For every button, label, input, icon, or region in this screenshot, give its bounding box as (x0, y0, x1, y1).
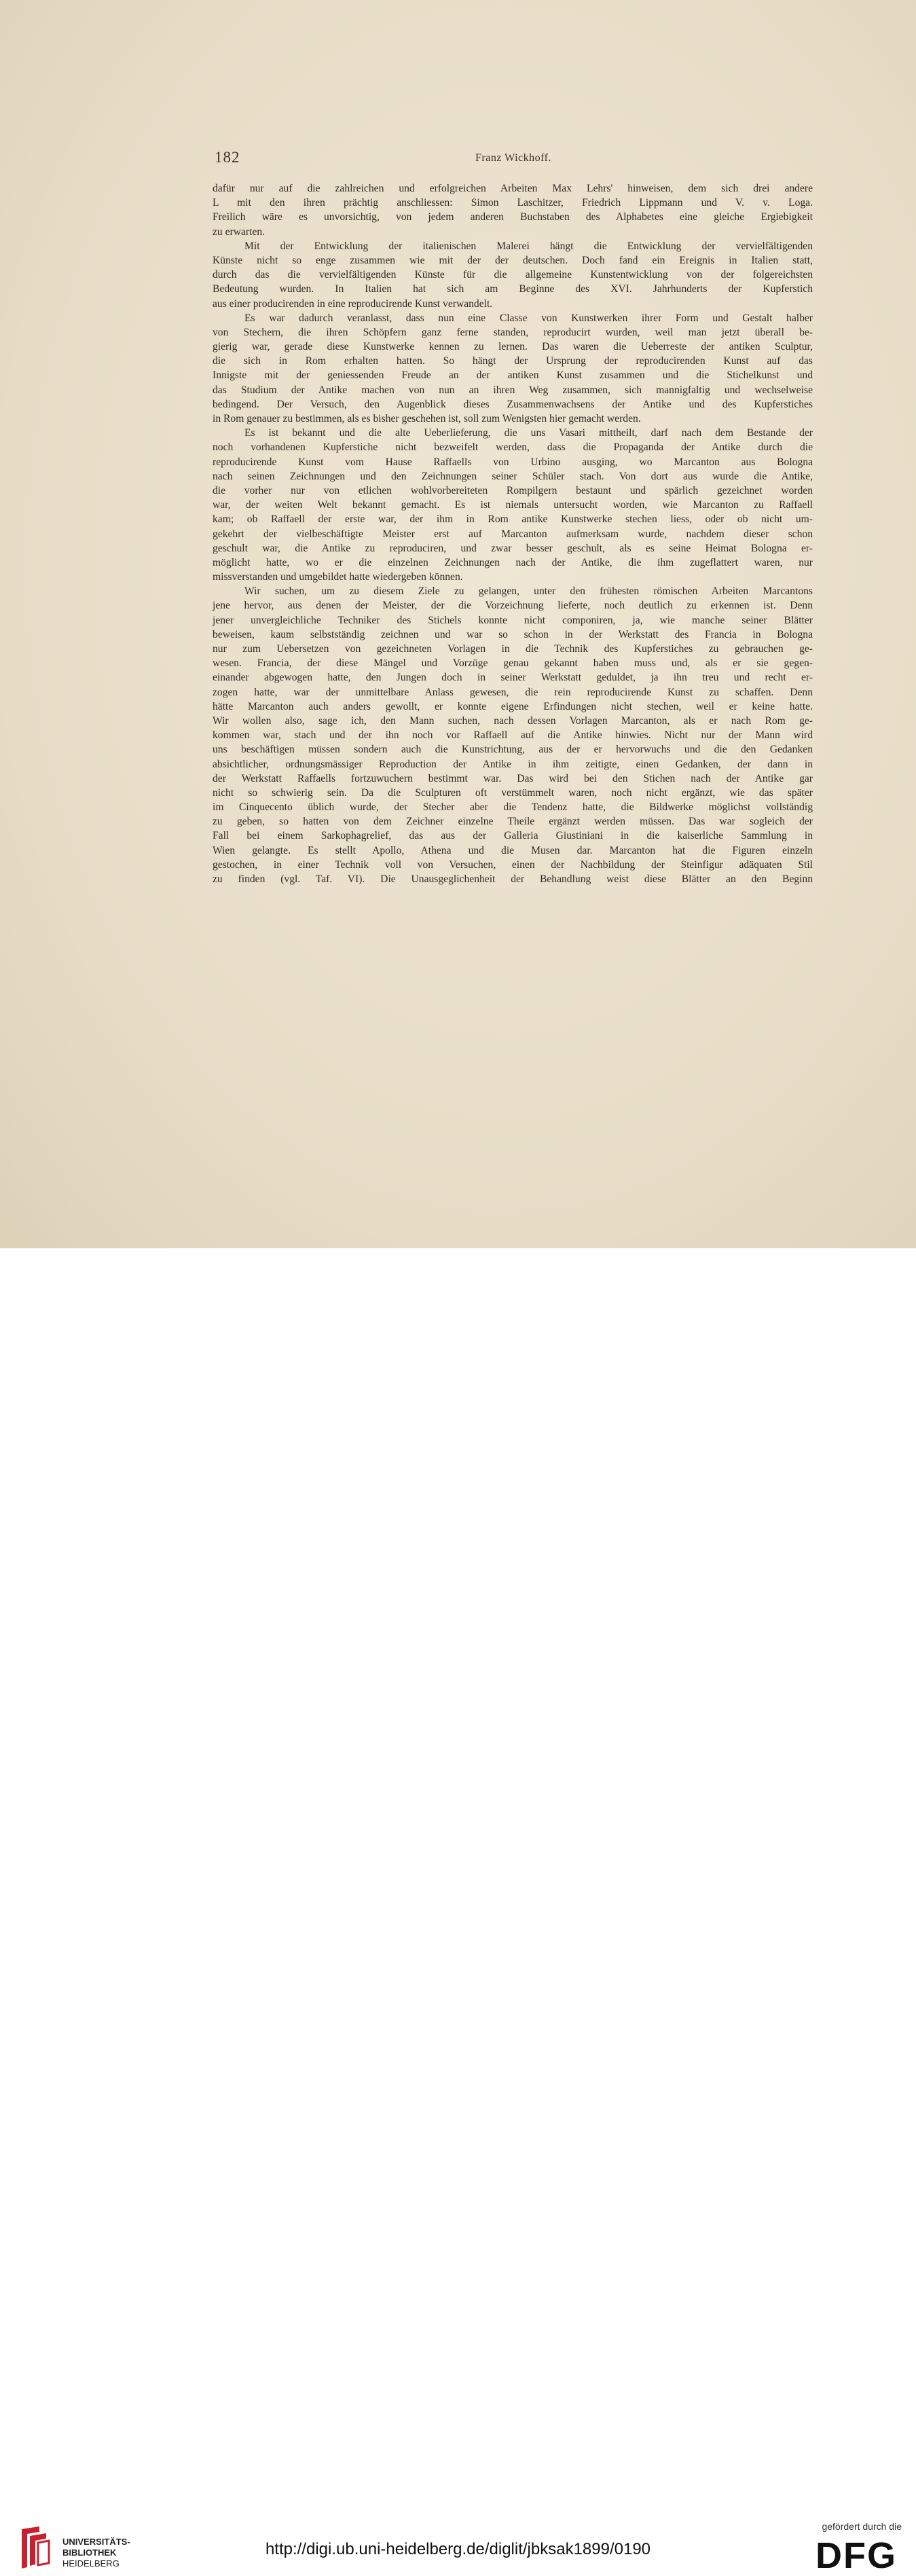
body-text (213, 181, 813, 886)
text-line: geschult war, die Antike zu reproduciren, und zwar besser geschult, als es seine Heimat Bologna er- (213, 542, 813, 554)
text-line: reproducirende Kunst vom Hause Raffaells von Urbino ausging, wo Marcanton aus Bologna (213, 456, 813, 468)
text-line: beweisen, kaum selbstständig zeichnen und war so schon in der Werkstatt des Francia in Bologna (213, 628, 813, 640)
text-line: gierig war, gerade diese Kunstwerke kennen zu lernen. Das waren die Ueberreste der antiken Sculptur, (213, 341, 813, 353)
text-line: das Studium der Antike machen von nun an ihren Weg zusammen, sich mannigfaltig und wechselweise (213, 384, 813, 396)
text-line: durch das die vervielfältigenden Künste für die allgemeine Kunstentwicklung von der folgereichsten (213, 269, 813, 281)
page-header (215, 149, 812, 169)
text-line: noch vorhandenen Kupferstiche nicht bezweifelt werden, dass die Propaganda der Antike durch die (213, 441, 813, 454)
text-line: L mit den ihren prächtig anschliessen: Simon Laschitzer, Friedrich Lippmann und V. v. Loga. (213, 197, 813, 209)
text-line: Es war dadurch veranlasst, dass nun eine Classe von Kunstwerken ihrer Form und Gestalt halber (244, 312, 813, 324)
text-line: zogen hatte, war der unmittelbare Anlass gewesen, die rein reproducirende Kunst zu schaffen. Denn (213, 686, 813, 698)
library-name-line: UNIVERSITÄTS- (62, 2537, 130, 2547)
text-line: Wien gelangte. Es stellt Apollo, Athena und die Musen dar. Marcanton hat die Figuren einzeln (213, 844, 813, 856)
text-line: der Werkstatt Raffaells fortzuwuchern bestimmt war. Das wird bei den Stichen nach der Antike gar (213, 772, 813, 784)
text-line: Innigste mit der geniessenden Freude an der antiken Kunst zusammen und die Stichelkunst und (213, 369, 813, 382)
text-line: kam; ob Raffaell der erste war, der ihm in Rom antike Kunstwerke stechen liess, oder ob nicht um- (213, 513, 813, 526)
running-head: Franz Wickhoff. (475, 152, 551, 164)
text-line: im Cinquecento üblich wurde, der Stecher aber die Tendenz hatte, die Bildwerke möglichst vollständig (213, 801, 813, 814)
text-line: aus einer producirenden in eine reproducirende Kunst verwandelt. (213, 297, 493, 310)
page-number: 182 (215, 149, 240, 166)
text-line: bedingend. Der Versuch, den Augenblick dieses Zusammenwachsens der Antike und des Kupferstiches (213, 398, 813, 410)
funded-by-label: gefördert durch die (822, 2521, 902, 2532)
text-line: von Stechern, die ihren Schöpfern ganz ferne standen, reproducirt wurden, weil man jetzt überall be- (213, 326, 813, 338)
text-line: die sich in Rom erhalten hatten. So hängt der Ursprung der reproducirenden Kunst auf das (213, 355, 813, 367)
text-line: nicht so schwierig sein. Da die Sculpturen oft verstümmelt waren, noch nicht ergänzt, wie das später (213, 786, 813, 799)
text-line: nach seinen Zeichnungen und den Zeichnungen seiner Schüler stach. Von dort aus wurde die Antike, (213, 470, 813, 482)
text-line: Freilich wäre es unvorsichtig, von jedem anderen Buchstaben des Alphabetes eine gleiche Ergiebigkeit (213, 211, 813, 223)
text-line: Es ist bekannt und die alte Ueberlieferung, die uns Vasari mittheilt, darf nach dem Bestande der (244, 427, 813, 439)
dfg-logo: DFG (816, 2535, 897, 2576)
text-line: hätte Marcanton auch anders gewollt, er konnte eigene Erfindungen nicht stechen, weil er keine hatte. (213, 700, 813, 712)
text-line: jener unvergleichliche Techniker des Stichels konnte nicht componiren, ja, wie manche seiner Blätter (213, 614, 813, 626)
text-line: kommen war, stach und der ihn noch vor Raffaell auf die Antike hinwies. Nicht nur der Mann wird (213, 729, 813, 742)
text-line: Mit der Entwicklung der italienischen Malerei hängt die Entwicklung der vervielfältigenden (244, 240, 813, 252)
text-line: in Rom genauer zu bestimmen, als es bisher geschehen ist, soll zum Wenigsten hier gemacht werden. (213, 413, 641, 424)
text-line: zu finden (vgl. Taf. VI). Die Unausgeglichenheit der Behandlung weist diese Blätter an den Beginn (213, 873, 813, 885)
text-line: absichtlicher, ordnungsmässiger Reproduction der Antike in ihm zeitigte, einen Gedanken, der dann in (213, 758, 813, 770)
text-line: uns beschäftigen müssen sondern auch die Kunstrichtung, aus der er hervorwuchs und die den Gedanken (213, 744, 813, 756)
text-line: missverstanden und umgebildet hatte wiedergeben können. (213, 571, 463, 583)
viewer-footer (0, 1248, 916, 2576)
library-name-line: BIBLIOTHEK (62, 2547, 117, 2558)
text-line: Fall bei einem Sarkophagrelief, das aus der Galleria Giustiniani in die kaiserliche Sammlung in (213, 830, 813, 842)
text-line: jene hervor, aus denen der Meister, der die Vorzeichnung lieferte, noch deutlich zu erkennen ist. Denn (213, 600, 813, 612)
text-line: möglicht hatte, wo er die einzelnen Zeichnungen nach der Antike, die ihm zugeflattert waren, nur (213, 556, 813, 568)
text-line: einander abgewogen hatte, den Jungen doch in seiner Werkstatt geduldet, ja ihn treu und recht er- (213, 672, 813, 684)
text-line: wesen. Francia, der diese Mängel und Vorzüge genau gekannt haben muss und, als er sie gegen- (213, 657, 813, 670)
text-line: Wir wollen also, sage ich, den Mann suchen, nach dessen Vorlagen Marcanton, als er nach Rom ge- (213, 714, 813, 727)
text-line: zu geben, so hatten von dem Zeichner einzelne Theile ergänzt werden müssen. Das war sogleich der (213, 816, 813, 828)
library-name-line: HEIDELBERG (62, 2558, 120, 2569)
text-line: gestochen, in einer Technik voll von Versuchen, einen der Nachbildung der Steinfigur adäquaten Stil (213, 858, 813, 871)
permalink-url[interactable]: http://digi.ub.uni-heidelberg.de/diglit/jbksak1899/0190 (265, 2540, 651, 2558)
text-line: Künste nicht so enge zusammen wie mit der der deutschen. Doch fand ein Ereignis in Italien statt, (213, 254, 813, 266)
text-line: gekehrt der vielbeschäftigte Meister erst auf Marcanton aufmerksam wurde, nachdem dieser schon (213, 528, 813, 540)
text-line: Bedeutung wurden. In Italien hat sich am Beginne des XVI. Jahrhunderts der Kupferstich (213, 283, 813, 295)
text-line: Wir suchen, um zu diesem Ziele zu gelangen, unter den frühesten römischen Arbeiten Marcantons (244, 585, 813, 598)
text-line: dafür nur auf die zahlreichen und erfolgreichen Arbeiten Max Lehrs' hinweisen, dem sich drei andere (213, 183, 813, 194)
text-line: nur zum Uebersetzen von gezeichneten Vorlagen in die Technik des Kupferstiches zu gebrauchen ge- (213, 643, 813, 655)
text-line: zu erwarten. (213, 225, 265, 238)
scanned-page (0, 0, 916, 1248)
text-line: war, der weiten Welt bekannt gemacht. Es ist niemals untersucht worden, wie Marcanton zu Raffaell (213, 499, 813, 511)
text-line: die vorher nur von etlichen wohlvorbereiteten Rompilgern bestaunt und spärlich gezeichnet worden (213, 484, 813, 496)
